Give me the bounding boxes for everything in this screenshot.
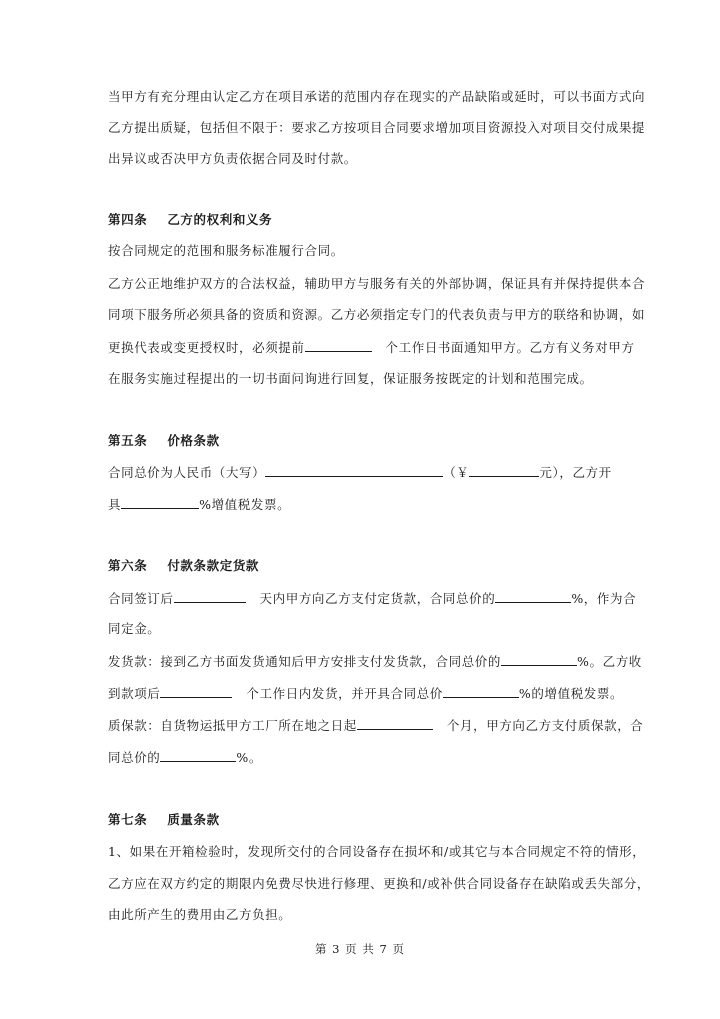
text-segment: 具 xyxy=(108,497,122,512)
blank-field[interactable] xyxy=(469,463,539,477)
text-segment: 天内甲方向乙方支付定货款，合同总价的 xyxy=(259,591,496,606)
article-number: 第七条 xyxy=(108,812,148,827)
text-segment: %，作为合 xyxy=(571,591,637,606)
text-segment: %增值税发票。 xyxy=(199,497,291,512)
page-number-footer: 第 3 页 共 7 页 xyxy=(315,942,405,956)
paragraph-line xyxy=(108,748,262,767)
blank-field[interactable] xyxy=(357,716,433,730)
text-segment: %的增值税发票。 xyxy=(518,686,624,701)
paragraph-line xyxy=(108,338,634,357)
blank-field[interactable] xyxy=(305,338,372,352)
text-segment: 更换代表或变更授权时，必须提前 xyxy=(108,340,305,355)
blank-field[interactable] xyxy=(443,684,519,698)
paragraph-line: 按合同规定的范围和服务标准履行合同。 xyxy=(108,243,344,258)
paragraph-line: 乙方应在双方约定的期限内免费尽快进行修理、更换和/或补供合同设备存在缺陷或丢失部分， xyxy=(108,876,650,891)
paragraph-line: 1、如果在开箱检验时，发现所交付的合同设备存在损坏和/或其它与本合同规定不符的情形， xyxy=(108,844,646,859)
paragraph-line xyxy=(108,684,623,703)
blank-field[interactable] xyxy=(174,589,246,603)
paragraph-line: 由此所产生的费用由乙方负担。 xyxy=(108,907,292,922)
text-segment: 合同签订后 xyxy=(108,591,174,606)
article-title: 付款条款定货款 xyxy=(167,558,260,573)
paragraph-line: 在服务实施过程提出的一切书面问询进行回复，保证服务按既定的计划和范围完成。 xyxy=(108,371,593,386)
text-segment: 个工作日书面通知甲方。乙方有义务对甲方 xyxy=(385,340,635,355)
text-segment: 同总价的 xyxy=(108,750,161,765)
article-title: 价格条款 xyxy=(167,433,220,448)
blank-field[interactable] xyxy=(121,495,199,509)
text-segment: 到款项后 xyxy=(108,686,161,701)
text-segment: 发货款：接到乙方书面发货通知后甲方安排支付发货款，合同总价的 xyxy=(108,654,502,669)
paragraph-line xyxy=(108,589,636,608)
article-title: 质量条款 xyxy=(167,812,220,827)
paragraph-line xyxy=(108,716,643,735)
article-7-heading xyxy=(108,811,220,829)
text-segment: 元），乙方开 xyxy=(539,465,612,480)
text-segment: 合同总价为人民币（大写） xyxy=(108,465,266,480)
text-segment: （￥ xyxy=(443,465,470,480)
paragraph-line: 出异议或否决甲方负责依据合同及时付款。 xyxy=(108,151,357,166)
paragraph-line: 同定金。 xyxy=(108,621,161,636)
paragraph-line: 乙方提出质疑，包括但不限于：要求乙方按项目合同要求增加项目资源投入对项目交付成果提 xyxy=(108,120,646,135)
article-title: 乙方的权利和义务 xyxy=(167,212,273,227)
paragraph-line xyxy=(108,463,612,482)
blank-field[interactable] xyxy=(501,652,577,666)
blank-field[interactable] xyxy=(495,589,571,603)
article-4-heading xyxy=(108,211,272,229)
paragraph-line: 乙方公正地维护双方的合法权益，辅助甲方与服务有关的外部协调，保证具有并保持提供本合 xyxy=(108,276,646,291)
text-segment: 质保款：自货物运抵甲方工厂所在地之日起 xyxy=(108,718,357,733)
text-segment: %。 xyxy=(236,750,262,765)
paragraph-line: 当甲方有充分理由认定乙方在项目承诺的范围内存在现实的产品缺陷或延时，可以书面方式向 xyxy=(108,89,646,104)
article-6-heading xyxy=(108,557,259,575)
text-segment: 个工作日内发货，并开具合同总价 xyxy=(246,686,443,701)
article-number: 第五条 xyxy=(108,433,148,448)
paragraph-line: 同项下服务所必须具备的资质和资源。乙方必须指定专门的代表负责与甲方的联络和协调，如 xyxy=(108,307,646,322)
paragraph-line xyxy=(108,495,290,514)
article-number: 第四条 xyxy=(108,212,148,227)
blank-field[interactable] xyxy=(265,463,443,477)
blank-field[interactable] xyxy=(160,684,232,698)
paragraph-line xyxy=(108,652,642,671)
article-5-heading xyxy=(108,432,220,450)
text-segment: 个月，甲方向乙方支付质保款，合 xyxy=(446,718,644,733)
text-segment: %。乙方收 xyxy=(577,654,642,669)
blank-field[interactable] xyxy=(160,748,236,762)
article-number: 第六条 xyxy=(108,558,148,573)
